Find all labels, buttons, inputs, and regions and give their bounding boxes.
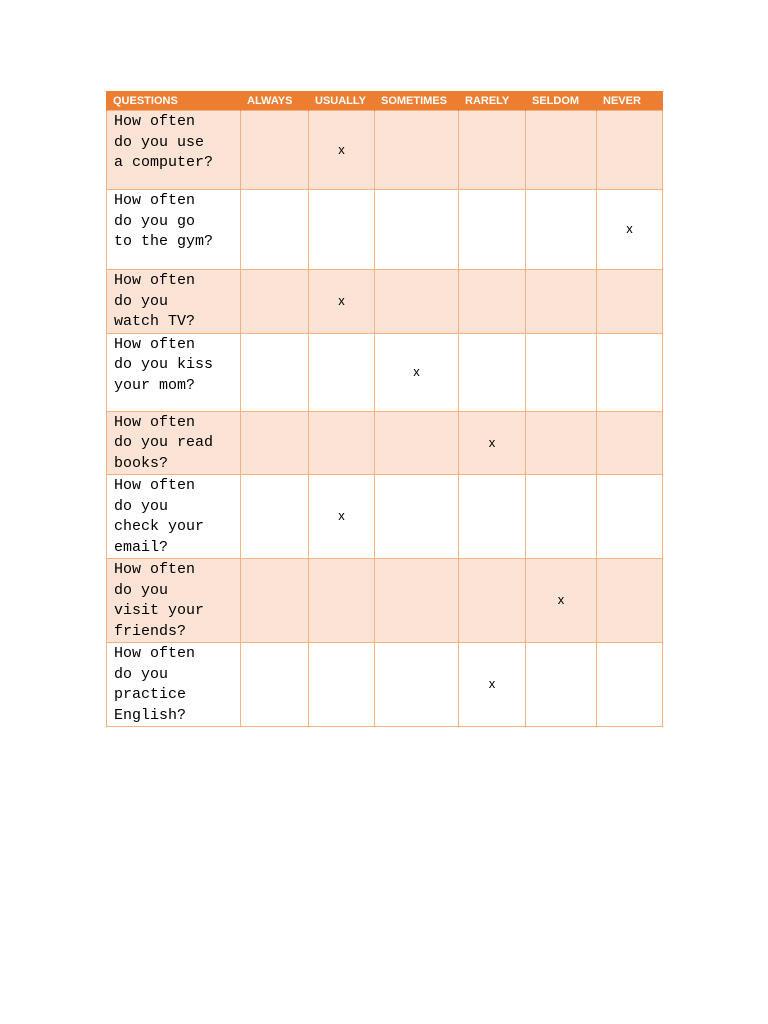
answer-cell-rarely: x: [459, 643, 526, 727]
header-never: NEVER: [597, 91, 663, 111]
answer-cell-sometimes: [375, 111, 459, 190]
answer-cell-usually: [309, 411, 375, 475]
answer-cell-usually: x: [309, 270, 375, 334]
header-rarely: RARELY: [459, 91, 526, 111]
answer-cell-rarely: [459, 111, 526, 190]
answer-cell-sometimes: [375, 190, 459, 270]
answer-cell-always: [241, 475, 309, 559]
question-cell: How often do you visit your friends?: [107, 559, 241, 643]
answer-cell-usually: [309, 643, 375, 727]
answer-cell-usually: [309, 190, 375, 270]
header-seldom: SELDOM: [526, 91, 597, 111]
answer-cell-sometimes: [375, 270, 459, 334]
answer-cell-usually: [309, 333, 375, 411]
answer-cell-always: [241, 270, 309, 334]
answer-cell-seldom: [526, 333, 597, 411]
answer-cell-never: [597, 111, 663, 190]
header-always: ALWAYS: [241, 91, 309, 111]
frequency-survey-table: [106, 91, 663, 727]
table-row: [107, 559, 663, 643]
answer-cell-usually: x: [309, 475, 375, 559]
answer-cell-rarely: [459, 270, 526, 334]
question-cell: How often do you use a computer?: [107, 111, 241, 190]
question-cell: How often do you read books?: [107, 411, 241, 475]
answer-cell-never: [597, 475, 663, 559]
answer-cell-never: [597, 270, 663, 334]
answer-cell-always: [241, 643, 309, 727]
table-row: [107, 643, 663, 727]
answer-cell-always: [241, 411, 309, 475]
answer-cell-seldom: [526, 190, 597, 270]
header-row: [107, 91, 663, 111]
table-row: [107, 111, 663, 190]
answer-cell-usually: [309, 559, 375, 643]
table-row: [107, 333, 663, 411]
answer-cell-rarely: [459, 333, 526, 411]
question-cell: How often do you kiss your mom?: [107, 333, 241, 411]
answer-cell-seldom: [526, 643, 597, 727]
answer-cell-never: [597, 333, 663, 411]
answer-cell-rarely: [459, 559, 526, 643]
answer-cell-never: x: [597, 190, 663, 270]
question-cell: How often do you go to the gym?: [107, 190, 241, 270]
header-sometimes: SOMETIMES: [375, 91, 459, 111]
answer-cell-always: [241, 111, 309, 190]
answer-cell-rarely: [459, 475, 526, 559]
answer-cell-always: [241, 190, 309, 270]
answer-cell-sometimes: [375, 643, 459, 727]
answer-cell-rarely: x: [459, 411, 526, 475]
answer-cell-never: [597, 411, 663, 475]
answer-cell-seldom: x: [526, 559, 597, 643]
table-row: [107, 270, 663, 334]
answer-cell-never: [597, 643, 663, 727]
question-cell: How often do you watch TV?: [107, 270, 241, 334]
header-questions: QUESTIONS: [107, 91, 241, 111]
answer-cell-seldom: [526, 270, 597, 334]
answer-cell-seldom: [526, 475, 597, 559]
answer-cell-seldom: [526, 111, 597, 190]
table-row: [107, 411, 663, 475]
table-row: [107, 475, 663, 559]
answer-cell-sometimes: [375, 411, 459, 475]
answer-cell-always: [241, 333, 309, 411]
question-cell: How often do you practice English?: [107, 643, 241, 727]
answer-cell-seldom: [526, 411, 597, 475]
answer-cell-sometimes: x: [375, 333, 459, 411]
answer-cell-sometimes: [375, 475, 459, 559]
answer-cell-never: [597, 559, 663, 643]
answer-cell-sometimes: [375, 559, 459, 643]
answer-cell-rarely: [459, 190, 526, 270]
question-cell: How often do you check your email?: [107, 475, 241, 559]
answer-cell-usually: x: [309, 111, 375, 190]
answer-cell-always: [241, 559, 309, 643]
table-row: [107, 190, 663, 270]
header-usually: USUALLY: [309, 91, 375, 111]
